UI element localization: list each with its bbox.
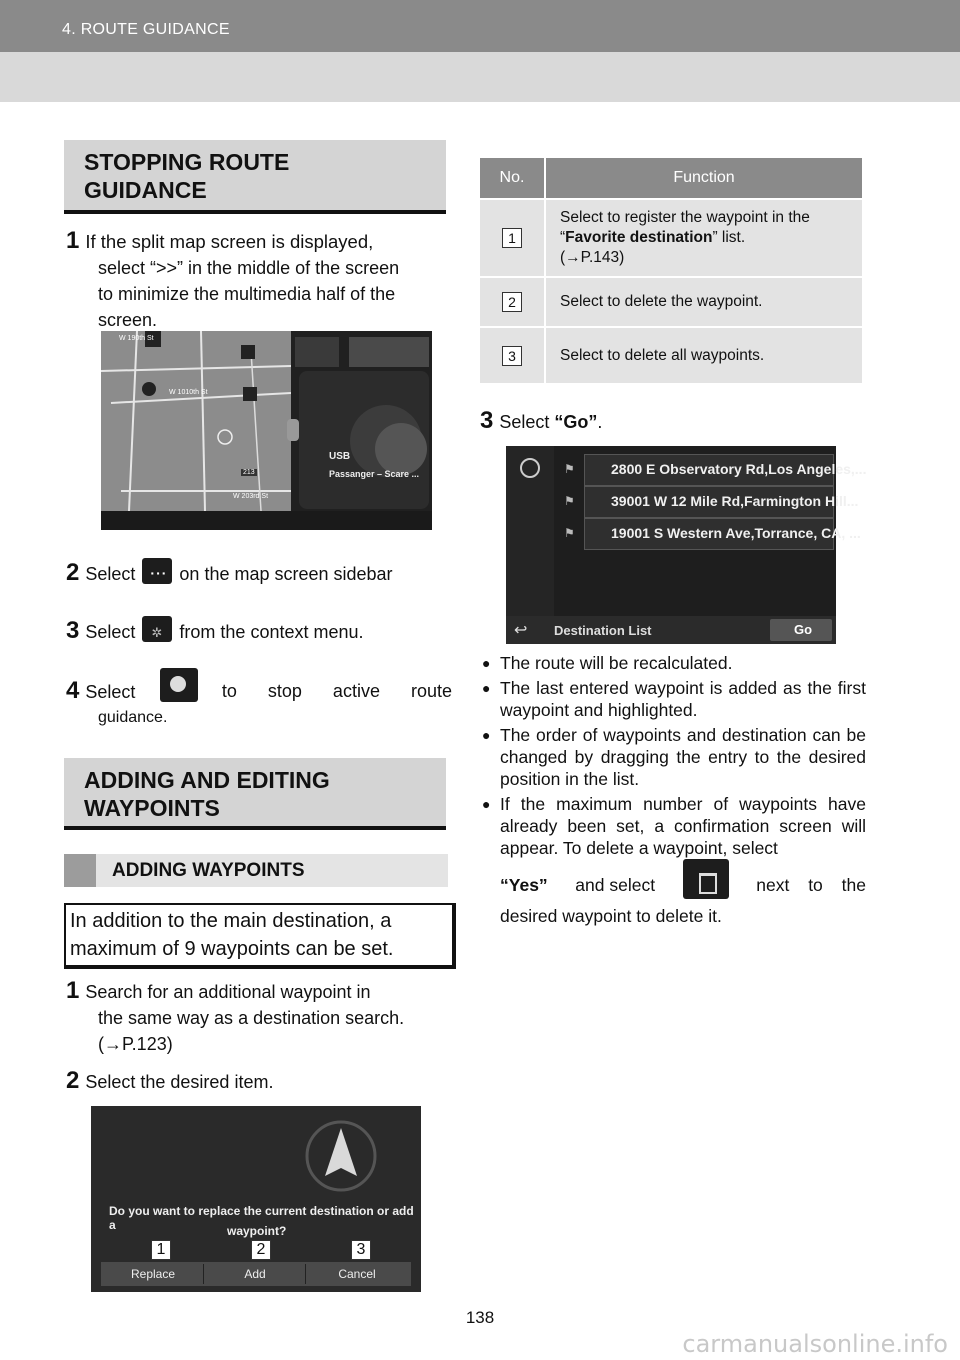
list-item: ● The order of waypoints and destination can be changed by dragging the entry to the desired position in the list. <box>482 724 866 790</box>
map-track-label: Passanger – Scare ... <box>329 469 420 479</box>
map-badge: 213 <box>243 469 255 476</box>
list-item-text: If the maximum number of waypoints have already been set, a confirmation screen will appear. To delete a waypoint, select <box>500 794 866 858</box>
map-road-label: W 190th St <box>119 335 154 342</box>
step-text: the same way as a destination search. <box>98 1008 405 1028</box>
destination-list-screenshot <box>506 446 867 644</box>
go-button[interactable] <box>770 619 832 641</box>
step-number: 1 <box>66 227 80 254</box>
section-stopping-route <box>64 140 446 214</box>
list-item-text: next to the <box>756 875 866 895</box>
callout-number: 2 <box>251 1240 271 1260</box>
more-options-icon: ··· <box>142 558 172 584</box>
table-header-row <box>480 158 862 199</box>
step-text: Select <box>499 412 550 432</box>
replace-button[interactable]: Replace <box>103 1264 204 1284</box>
chapter-header <box>0 0 960 52</box>
step-number: 2 <box>66 1067 80 1094</box>
callout-number: 1 <box>151 1240 171 1260</box>
list-footer-title: Destination List <box>554 623 652 638</box>
list-item-text: desired waypoint to delete it. <box>500 906 722 926</box>
step-text: to minimize the multimedia half of the <box>98 284 396 304</box>
compass-icon <box>520 458 540 478</box>
step-text: from the context menu. <box>179 622 364 642</box>
watermark: carmanualsonline.info <box>682 1330 948 1358</box>
table-row <box>480 199 862 277</box>
list-item: ● The route will be recalculated. <box>482 652 866 674</box>
quote-mark: “ <box>560 229 566 246</box>
step-number: 3 <box>66 617 80 644</box>
step-search-waypoint <box>66 978 452 1057</box>
function-text: Select to register the waypoint in the <box>560 209 810 226</box>
notes-list <box>482 652 866 930</box>
destination-row[interactable] <box>584 518 861 550</box>
page-reference: (→P.143) <box>560 249 625 266</box>
step-text: (→P.123) <box>98 1034 173 1054</box>
subsection-marker <box>64 854 96 887</box>
row-number-cell <box>480 277 545 327</box>
step-number: 4 <box>66 676 80 704</box>
step-text: Select <box>85 681 136 702</box>
map-road-label: W 1010th St <box>169 389 208 396</box>
route-settings-icon: ✲ <box>142 616 172 642</box>
step-4 <box>66 674 452 728</box>
step-select-go <box>480 408 864 435</box>
step-text: screen. <box>98 310 158 330</box>
step-number: 3 <box>480 407 494 434</box>
step-text: If the split map screen is displayed, <box>85 231 374 252</box>
dialog-question: Do you want to replace the current destination or add a <box>109 1204 414 1232</box>
page-number: 138 <box>465 1308 495 1327</box>
callout-number: 3 <box>502 346 522 366</box>
split-map-screenshot <box>101 331 432 530</box>
function-cell: Select to delete the waypoint. <box>545 277 862 327</box>
dialog-question: waypoint? <box>227 1224 287 1238</box>
finish-flag-icon: ⚑ <box>564 526 575 540</box>
step-1 <box>66 228 450 333</box>
yes-term: “Yes” <box>500 875 548 895</box>
step-3 <box>66 618 450 646</box>
table-row <box>480 277 862 327</box>
step-text: Select the desired item. <box>85 1072 274 1092</box>
subsection-title: ADDING WAYPOINTS <box>112 860 305 881</box>
step-text: select “>>” in the middle of the screen <box>98 258 400 278</box>
waypoint-dialog-screenshot <box>91 1106 421 1292</box>
function-cell <box>545 199 862 277</box>
info-note <box>64 903 456 969</box>
step-number: 2 <box>66 559 80 586</box>
step-2 <box>66 560 450 588</box>
row-number-cell <box>480 327 545 383</box>
step-text: Search for an additional waypoint in <box>85 982 371 1002</box>
step-text: to stop active route <box>221 681 452 701</box>
destination-address: 2800 E Observatory Rd,Los Angeles,... <box>611 461 867 477</box>
go-button-label: Go <box>794 622 813 637</box>
favorite-destination-term: Favorite destination <box>565 229 713 246</box>
step-select-item <box>66 1068 450 1095</box>
function-cell: Select to delete all waypoints. <box>545 327 862 383</box>
list-suffix: ” list. <box>712 229 746 246</box>
flag-icon: ⚑ <box>564 462 575 476</box>
map-graphic <box>101 331 432 530</box>
section-adding-waypoints <box>64 758 446 830</box>
flag-icon: ⚑ <box>564 494 575 508</box>
step-number: 1 <box>66 977 80 1004</box>
section-title-line2: WAYPOINTS <box>84 795 220 821</box>
column-header-no: No. <box>480 158 545 199</box>
chapter-title: 4. ROUTE GUIDANCE <box>62 21 230 38</box>
note-text: In addition to the main destination, a <box>70 910 392 932</box>
row-number-cell <box>480 199 545 277</box>
function-table <box>480 158 862 383</box>
list-item <box>482 793 866 927</box>
destination-address: 19001 S Western Ave,Torrance, CA, ... <box>611 525 861 541</box>
destination-address: 39001 W 12 Mile Rd,Farmington Hill... <box>611 493 859 509</box>
add-button[interactable]: Add <box>205 1264 306 1284</box>
section-title-line1: ADDING AND EDITING <box>84 767 330 793</box>
callout-number: 3 <box>351 1240 371 1260</box>
list-item: ● The last entered waypoint is added as the first waypoint and highlighted. <box>482 677 866 721</box>
stop-route-icon <box>160 668 198 702</box>
list-item-text: and select <box>575 875 656 895</box>
table-row <box>480 327 862 383</box>
destination-row[interactable] <box>584 486 859 518</box>
column-header-function: Function <box>545 158 862 199</box>
step-punct: . <box>597 412 603 432</box>
section-title-line1: STOPPING ROUTE <box>84 149 290 175</box>
step-text: on the map screen sidebar <box>179 564 393 584</box>
callout-number: 1 <box>502 228 522 248</box>
step-text: Select <box>85 564 136 584</box>
note-text: maximum of 9 waypoints can be set. <box>70 938 394 960</box>
go-term: “Go” <box>554 412 598 432</box>
header-band <box>0 52 960 102</box>
step-text: Select <box>85 622 136 642</box>
map-usb-label: USB <box>329 451 351 462</box>
cancel-button[interactable]: Cancel <box>338 1267 376 1281</box>
list-footer <box>506 616 836 644</box>
section-title-line2: GUIDANCE <box>84 177 207 203</box>
destination-row[interactable] <box>584 454 867 486</box>
map-road-label: W 203rd St <box>233 493 269 500</box>
callout-number: 2 <box>502 292 522 312</box>
back-icon[interactable]: ↩ <box>514 622 528 639</box>
step-text: guidance. <box>98 709 168 726</box>
function-text <box>560 228 861 248</box>
subsection-adding-waypoints <box>64 854 448 887</box>
delete-waypoint-icon <box>683 859 729 899</box>
